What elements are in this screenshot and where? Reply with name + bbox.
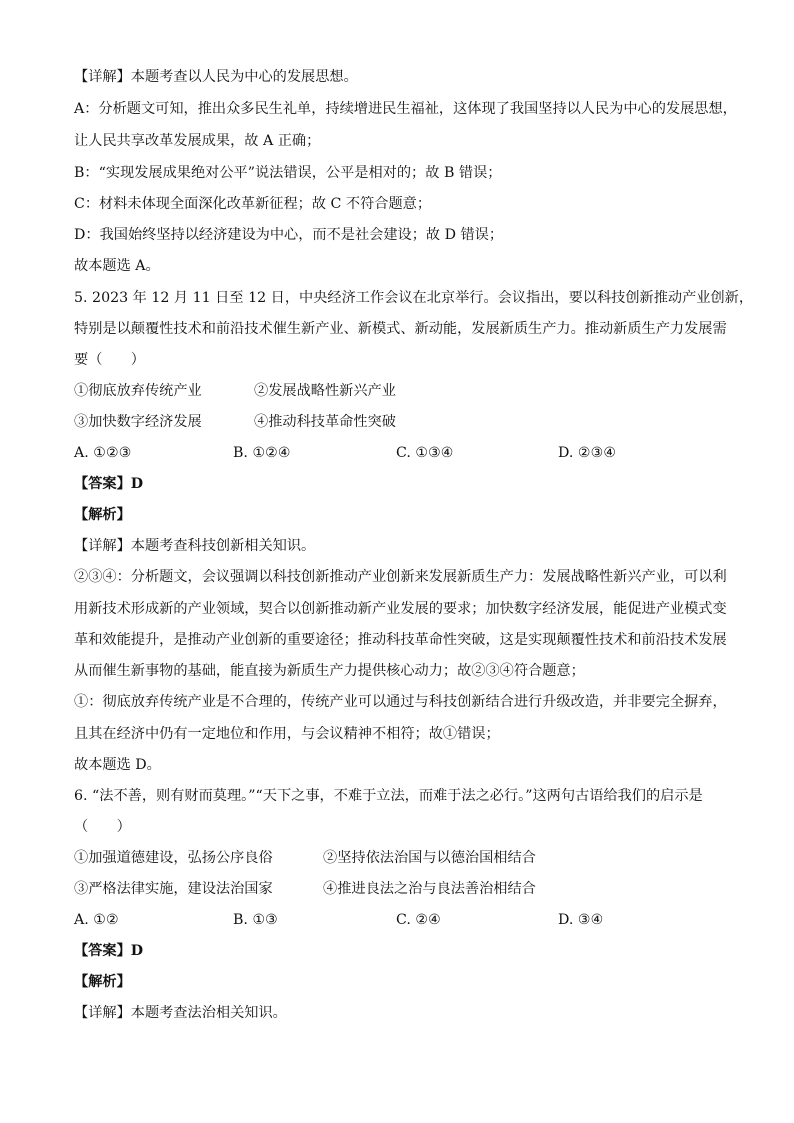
q6-item-1: ①加强道德建设，弘扬公序良俗 [74, 850, 273, 866]
q6-stem-line1: 6. “法不善，则有财而莫理。”“天下之事，不难于立法，而难于法之必行。”这两句古语给我们的启示是 [74, 788, 703, 804]
q5-choice-a: A. ①②③ [74, 445, 132, 461]
q6-stem-line2: （ ） [74, 819, 131, 835]
q5-explanation-line6: 且其在经济中仍有一定地位和作用，与会议精神不相符；故①错误； [74, 726, 500, 742]
q6-answer: 【答案】D [74, 943, 144, 959]
q5-explanation-line4: 从而催生新事物的基础，能直接为新质生产力提供核心动力；故②③④符合题意； [74, 663, 585, 679]
q4-option-a-line2: 让人民共享改革发展成果，故 A 正确； [74, 133, 321, 149]
q5-item-4: ④推动科技革命性突破 [254, 414, 396, 430]
q5-choice-d: D. ②③④ [558, 445, 617, 461]
q4-option-b: B：“实现发展成果绝对公平”说法错误，公平是相对的；故 B 错误； [74, 165, 502, 181]
q5-detail: 【详解】本题考查科技创新相关知识。 [74, 538, 316, 554]
q5-explanation-line2: 用新技术形成新的产业领域，契合以创新推动新产业发展的要求；加快数字经济发展，能促进产业模式变 [74, 601, 727, 617]
q6-choice-d: D. ③④ [558, 912, 604, 928]
q5-conclusion: 故本题选 D。 [74, 757, 161, 773]
q4-detail: 【详解】本题考查以人民为中心的发展思想。 [74, 69, 358, 85]
q5-item-1: ①彻底放弃传统产业 [74, 383, 202, 399]
q5-answer: 【答案】D [74, 476, 144, 492]
q4-conclusion: 故本题选 A。 [74, 258, 160, 274]
q5-stem-line1: 5. 2023 年 12 月 11 日至 12 日，中央经济工作会议在北京举行。会议指出，要以科技创新推动产业创新， [74, 290, 754, 306]
q5-stem-line3: 要（ ） [74, 352, 145, 368]
q5-analysis-heading: 【解析】 [74, 507, 131, 523]
q6-choice-c: C. ②④ [396, 912, 441, 928]
q5-explanation-line3: 革和效能提升，是推动产业创新的重要途径；推动科技革命性突破，这是实现颠覆性技术和前沿技术发展 [74, 632, 727, 648]
q5-choice-c: C. ①③④ [396, 445, 454, 461]
q5-item-3: ③加快数字经济发展 [74, 414, 202, 430]
q5-item-2: ②发展战略性新兴产业 [254, 383, 396, 399]
q5-explanation-line1: ②③④：分析题文，会议强调以科技创新推动产业创新来发展新质生产力：发展战略性新兴产业，可以利 [74, 569, 727, 585]
q6-choice-b: B. ①③ [233, 912, 278, 928]
q6-analysis-heading: 【解析】 [74, 974, 131, 990]
q6-choice-a: A. ①② [74, 912, 119, 928]
q4-option-a-line1: A：分析题文可知，推出众多民生礼单，持续增进民生福祉，这体现了我国坚持以人民为中心的发展思想， [74, 101, 737, 117]
q4-option-d: D：我国始终坚持以经济建设为中心，而不是社会建设；故 D 错误； [74, 227, 504, 243]
q6-item-3: ③严格法律实施，建设法治国家 [74, 881, 273, 897]
q6-detail: 【详解】本题考查法治相关知识。 [74, 1005, 287, 1021]
q5-stem-line2: 特别是以颠覆性技术和前沿技术催生新产业、新模式、新动能，发展新质生产力。推动新质生产力发展需 [74, 321, 727, 337]
q5-explanation-line5: ①：彻底放弃传统产业是不合理的，传统产业可以通过与科技创新结合进行升级改造，并非要完全摒弃， [74, 694, 727, 710]
q6-item-2: ②坚持依法治国与以德治国相结合 [323, 850, 536, 866]
q6-item-4: ④推进良法之治与良法善治相结合 [323, 881, 536, 897]
q5-choice-b: B. ①②④ [233, 445, 291, 461]
q4-option-c: C：材料未体现全面深化改革新征程；故 C 不符合题意； [74, 196, 432, 212]
